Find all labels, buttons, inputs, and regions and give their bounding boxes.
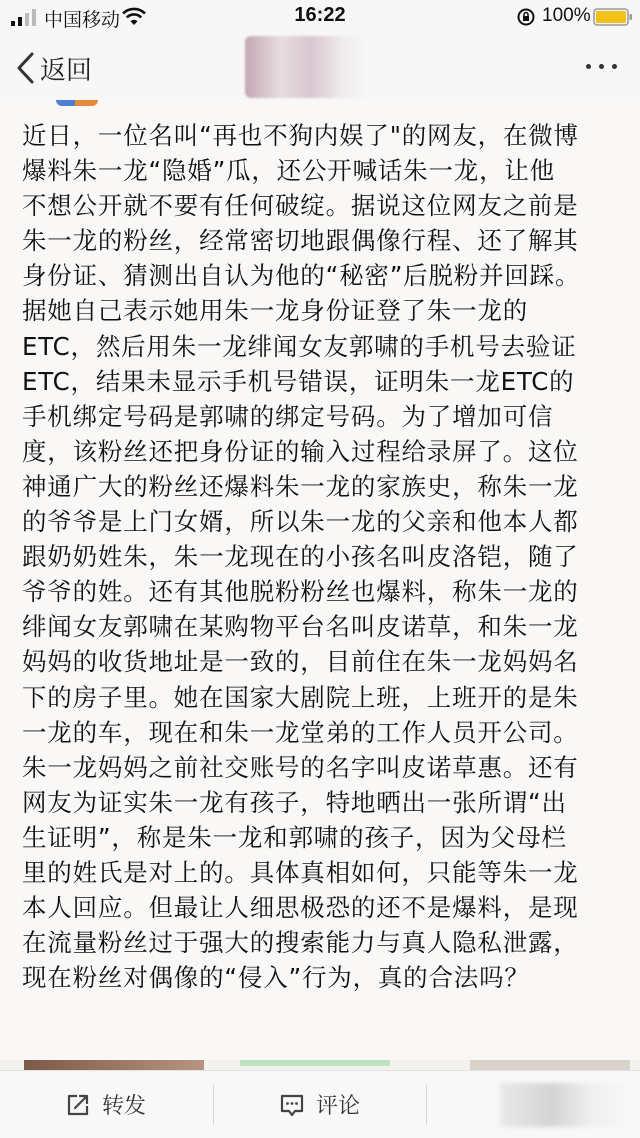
article-line: 神通广大的粉丝还爆料朱一龙的家族史，称朱一龙 [22, 471, 579, 501]
article-line: 朱一龙妈妈之前社交账号的名字叫皮诺草惠。还有 [22, 752, 579, 782]
article-line: 爆料朱一龙“隐婚”瓜，还公开喊话朱一龙，让他 [22, 156, 555, 186]
orientation-lock-icon [516, 7, 536, 27]
article-line: 据她自己表示她用朱一龙身份证登了朱一龙的 [22, 296, 528, 326]
comment-icon [278, 1091, 306, 1119]
article-line: 在流量粉丝过于强大的搜索能力与真人隐私泄露， [22, 928, 579, 958]
status-bar [0, 0, 640, 34]
divider [213, 1085, 214, 1125]
article-line: 跟奶奶姓朱，朱一龙现在的小孩名叫皮洛铠，随了 [22, 542, 579, 572]
chevron-left-icon [14, 51, 36, 85]
cropped-avatar [56, 100, 98, 106]
article-line: 网友为证实朱一龙有孩子，特地晒出一张所谓“出 [22, 787, 567, 817]
article-line: 度，该粉丝还把身份证的输入过程给录屏了。这位 [22, 436, 579, 466]
article-line: 生证明”，称是朱一龙和郭啸的孩子，因为父母栏 [22, 822, 567, 852]
image-thumbnail[interactable] [240, 1060, 390, 1066]
article-text [22, 118, 622, 995]
article-line: 身份证、猜测出自认为他的“秘密”后脱粉并回踩。 [22, 261, 581, 291]
article-body [0, 100, 640, 1060]
article-line: 本人回应。但最让人细思极恐的还不是爆料，是现 [22, 893, 579, 923]
article-line: 手机绑定号码是郭啸的绑定号码。为了增加可信 [22, 401, 554, 431]
article-line: 现在粉丝对偶像的“侵入”行为，真的合法吗？ [22, 963, 530, 993]
image-thumbnail[interactable] [24, 1060, 204, 1070]
carrier-name: 中国移动 [44, 10, 121, 31]
article-line: 妈妈的收货地址是一致的，目前住在朱一龙妈妈名 [22, 647, 579, 677]
article-line: 近日，一位名叫“再也不狗内娱了"的网友，在微博 [22, 121, 579, 150]
article-line: 不想公开就不要有任何破绽。据说这位网友之前是 [22, 191, 579, 221]
blurred-like-button[interactable] [500, 1083, 630, 1127]
article-line: ETC，然后用朱一龙绯闻女友郭啸的手机号去验证 [22, 331, 577, 361]
status-time: 16:22 [294, 4, 346, 26]
navigation-bar [0, 34, 640, 100]
divider [426, 1085, 427, 1125]
battery-percentage: 100% [542, 5, 591, 26]
article-line: ETC，结果未显示手机号错误，证明朱一龙ETC的 [22, 366, 575, 396]
back-button[interactable] [14, 48, 92, 88]
comment-button[interactable] [278, 1071, 360, 1138]
image-thumbnail[interactable] [470, 1060, 630, 1070]
article-line: 一龙的车，现在和朱一龙堂弟的工作人员开公司。 [22, 717, 579, 747]
comment-label: 评论 [316, 1094, 361, 1119]
repost-button[interactable] [64, 1071, 146, 1138]
article-line: 下的房子里。她在国家大剧院上班，上班开的是朱 [22, 682, 579, 712]
more-options-icon[interactable] [582, 52, 622, 82]
back-label: 返回 [40, 55, 93, 86]
blurred-author-avatar[interactable] [245, 36, 365, 98]
repost-label: 转发 [102, 1094, 147, 1119]
battery-icon [593, 8, 633, 26]
article-line: 爷爷的姓。还有其他脱粉粉丝也爆料，称朱一龙的 [22, 577, 579, 607]
article-line: 绯闻女友郭啸在某购物平台名叫皮诺草，和朱一龙 [22, 612, 579, 642]
article-line: 里的姓氏是对上的。具体真相如何，只能等朱一龙 [22, 857, 579, 887]
bottom-action-bar [0, 1070, 640, 1138]
share-icon [64, 1091, 92, 1119]
article-line: 朱一龙的粉丝，经常密切地跟偶像行程、还了解其 [22, 226, 579, 256]
article-line: 的爷爷是上门女婿，所以朱一龙的父亲和他本人都 [22, 507, 579, 537]
